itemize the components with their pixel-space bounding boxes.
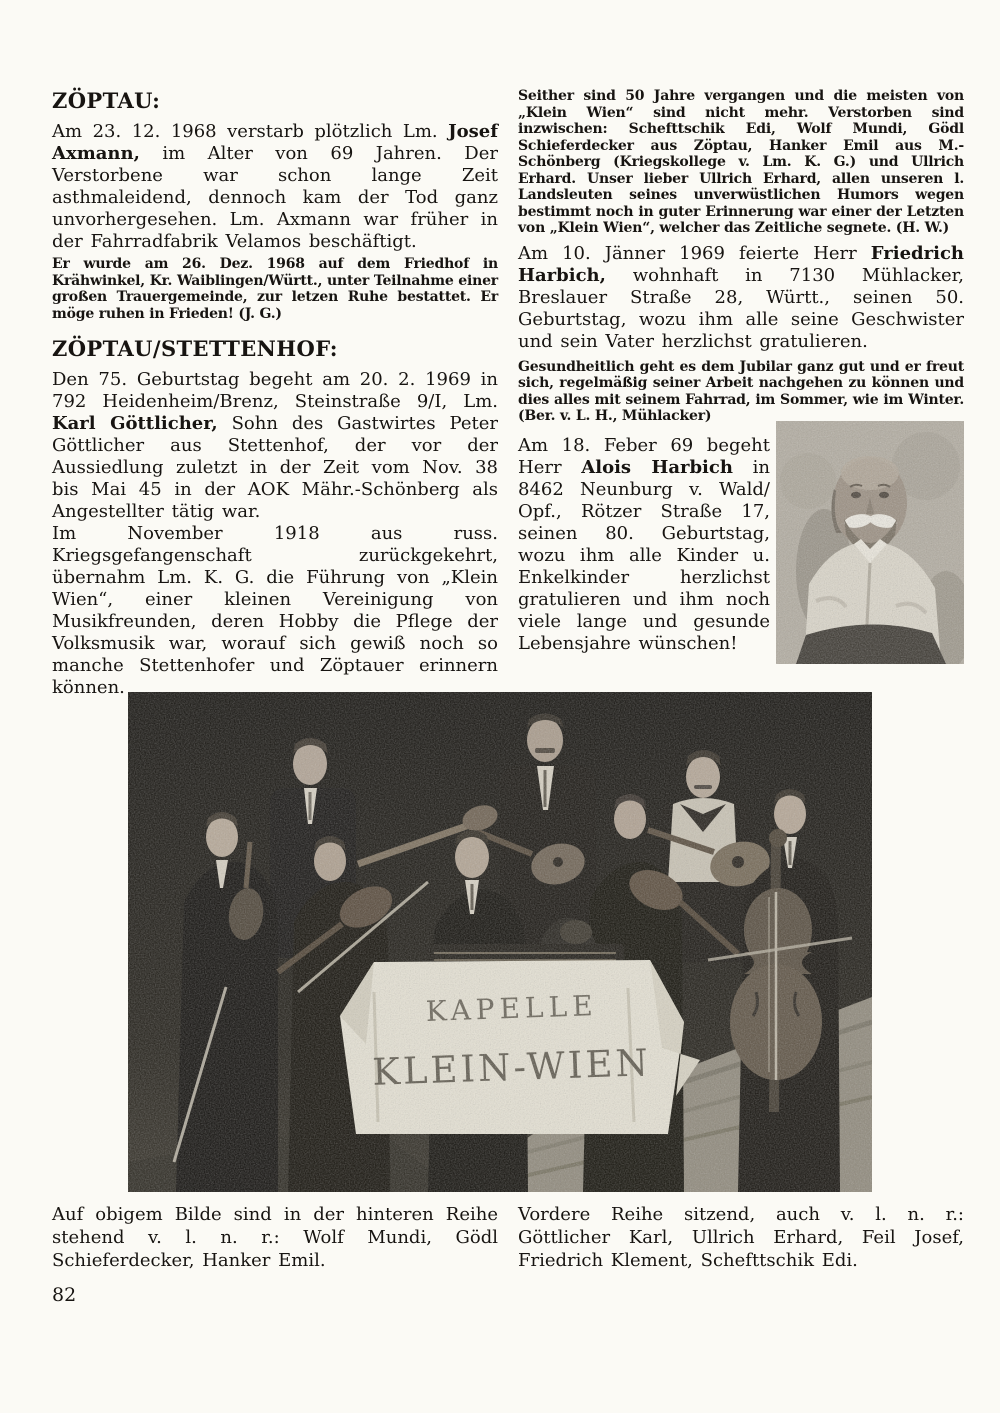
right-column <box>518 88 964 664</box>
birthday-goettlicher-name: Karl Göttlicher, <box>52 413 218 434</box>
band-photo <box>128 692 872 1192</box>
section-heading-zoeptau: ZÖPTAU: <box>52 88 161 113</box>
obituary-axmann-name: Josef Axmann, <box>52 121 498 164</box>
obituary-axmann-text-pre: Am 23. 12. 1968 verstarb plötzlich Lm. <box>52 121 449 142</box>
birthday-alois-harbich-paragraph <box>518 435 770 664</box>
klein-wien-history-paragraph: Im November 1918 aus russ. Kriegsgefangenschaft zurückgekehrt, übernahm Lm. K. G. die Führung von „Klein Wien“, einer kleinen Vereinigung von Musikfreunden, deren Hobby die Pflege der Volksmusik war, worauf sich gewiß noch so manche Stettenhofer und Zöptauer erinnern können. <box>52 523 498 698</box>
birthday-goettlicher-text-pre: Den 75. Geburtstag begeht am 20. 2. 1969 in 792 Heidenheim/Brenz, Steinstraße 9/I, Lm. <box>52 369 498 412</box>
photo-caption-back-row: Auf obigem Bilde sind in der hinteren Reihe stehend v. l. n. r.: Wolf Mundi, Gödl Schieferdecker, Hanker Emil. <box>52 1204 498 1271</box>
birthday-friedrich-name: Friedrich Harbich, <box>518 242 964 286</box>
band-photo-grain <box>128 692 872 1192</box>
page-number: 82 <box>52 1284 77 1306</box>
obituary-axmann-paragraph <box>52 121 498 253</box>
portrait-grain <box>776 421 964 664</box>
alois-harbich-row <box>518 435 964 664</box>
birthday-alois-text-post: in 8462 Neunburg v. Wald/ Opf., Rötzer Straße 17, seinen 80. Geburtstag, wozu ihm alle Kinder u. Enkelkinder herzlichst gratulieren und ihm noch viele lange und gesunde Lebensjahre wünschen! <box>518 456 771 654</box>
birthday-alois-text-pre: Am 18. Feber 69 begeht Herr <box>518 434 770 478</box>
obituary-axmann-text-post: im Alter von 69 Jahren. Der Verstorbene war schon lange Zeit asthmaleidend, dennoch kam der Tod ganz unvorhergesehen. Lm. Axmann war früher in der Fahrradfabrik Velamos beschäftigt. <box>52 143 498 252</box>
photo-caption-front-row: Vordere Reihe sitzend, auch v. l. n. r.: Göttlicher Karl, Ullrich Erhard, Feil Josef, Friedrich Klement, Schefttschik Edi. <box>518 1204 964 1271</box>
health-note: Gesundheitlich geht es dem Jubilar ganz gut und er freut sich, regelmäßig seiner Arbeit nachgehen zu können und dies alles mit seinem Fahrrad, im Sommer, wie im Winter. (Ber. v. L. H., Mühlacker) <box>518 358 964 424</box>
birthday-friedrich-text-post: wohnhaft in 7130 Mühlacker, Breslauer Straße 28, Württ., seinen 50. Geburtstag, wozu ihm alle seine Geschwister und sein Vater herzlichst gratulieren. <box>518 264 964 352</box>
birthday-friedrich-harbich-paragraph <box>518 243 964 353</box>
birthday-goettlicher-text-post: Sohn des Gastwirtes Peter Göttlicher aus Stettenhof, der vor der Aussiedlung zuletzt in der Zeit vom Nov. 38 bis Mai 45 in der AOK Mähr.-Schönberg als Angestellter tätig war. <box>52 413 498 522</box>
portrait-photo <box>776 421 964 664</box>
seither-note: Seither sind 50 Jahre vergangen und die meisten von „Klein Wien“ sind nicht mehr. Verstorben sind inzwischen: Schefttschik Edi, Wolf Mundi, Gödl Schieferdecker aus Zöptau, Hanker Emil aus M.-Schönberg (Kriegskollege v. Lm. K. G.) und Ullrich Erhard. Unser lieber Ullrich Erhard, allen unseren l. Landsleuten seines unverwüstlichen Humors wegen bestimmt noch in guter Erinnerung war einer der Letzten von „Klein Wien“, welcher das Zeitliche segnete. (H. W.) <box>518 88 964 236</box>
burial-note: Er wurde am 26. Dez. 1968 auf dem Friedhof in Krähwinkel, Kr. Waiblingen/Württ., unter Teilnahme einer großen Trauergemeinde, zur letzen Ruhe bestattet. Er möge ruhen in Frieden! (J. G.) <box>52 256 498 322</box>
left-column <box>52 88 498 699</box>
birthday-alois-name: Alois Harbich <box>581 456 733 478</box>
birthday-goettlicher-paragraph <box>52 369 498 523</box>
section-heading-stettenhof: ZÖPTAU/STETTENHOF: <box>52 336 338 361</box>
birthday-friedrich-text-pre: Am 10. Jänner 1969 feierte Herr <box>518 242 871 264</box>
